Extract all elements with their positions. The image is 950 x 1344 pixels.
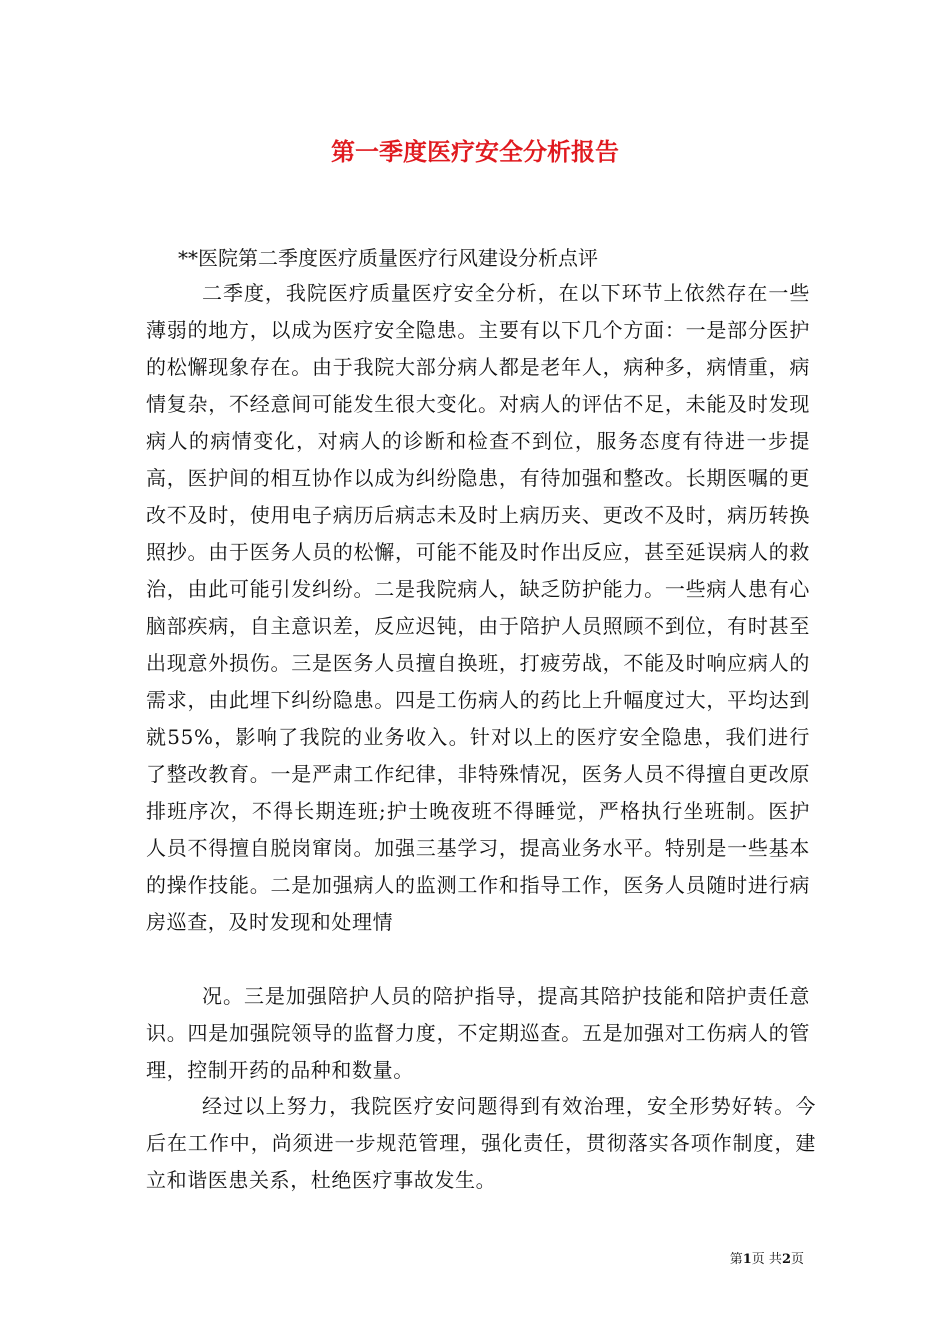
current-page-number: 1	[742, 1252, 752, 1267]
paragraph: 二季度，我院医疗质量医疗安全分析，在以下环节上依然存在一些薄弱的地方，以成为医疗安全隐患。主要有以下几个方面：一是部分医护的松懈现象存在。由于我院大部分病人都是老年人，病种多，病情重，病情复杂，不经意间可能发生很大变化。对病人的评估不足，未能及时发现病人的病情变化，对病人的诊断和检查不到位，服务态度有待进一步提高，医护间的相互协作以成为纠纷隐患，有待加强和整改。长期医嘱的更改不及时，使用电子病历后病志未及时上病历夹、更改不及时，病历转换照抄。由于医务人员的松懈，可能不能及时作出反应，甚至延误病人的救治，由此可能引发纠纷。二是我院病人，缺乏防护能力。一些病人患有心脑部疾病，自主意识差，反应迟钝，由于陪护人员照顾不到位，有时甚至出现意外损伤。三是医务人员擅自换班，打疲劳战，不能及时响应病人的需求，由此埋下纠纷隐患。四是工伤病人的药比上升幅度过大，平均达到就55%，影响了我院的业务收入。针对以上的医疗安全隐患，我们进行了整改教育。一是严肃工作纪律，非特殊情况，医务人员不得擅自更改原排班序次，不得长期连班;护士晚夜班不得睡觉，严格执行坐班制。医护人员不得擅自脱岗窜岗。加强三基学习，提高业务水平。特别是一些基本的操作技能。二是加强病人的监测工作和指导工作，医务人员随时进行病房巡查，及时发现和处理情	[146, 281, 810, 934]
document-subtitle: **医院第二季度医疗质量医疗行风建设分析点评	[178, 246, 598, 270]
footer-prefix: 第	[729, 1252, 743, 1267]
document-title: 第一季度医疗安全分析报告	[331, 137, 619, 166]
paragraph: 经过以上努力，我院医疗安问题得到有效治理，安全形势好转。今后在工作中，尚须进一步规范管理，强化责任，贯彻落实各项作制度，建立和谐医患关系，杜绝医疗事故发生。	[146, 1094, 816, 1192]
page-number-footer	[730, 1248, 804, 1267]
footer-middle: 页 共	[751, 1252, 782, 1267]
footer-suffix: 页	[790, 1252, 804, 1267]
total-pages-number: 2	[781, 1252, 791, 1267]
paragraph: 况。三是加强陪护人员的陪护指导，提高其陪护技能和陪护责任意识。四是加强院领导的监督力度，不定期巡查。五是加强对工伤病人的管理，控制开药的品种和数量。	[146, 984, 810, 1082]
